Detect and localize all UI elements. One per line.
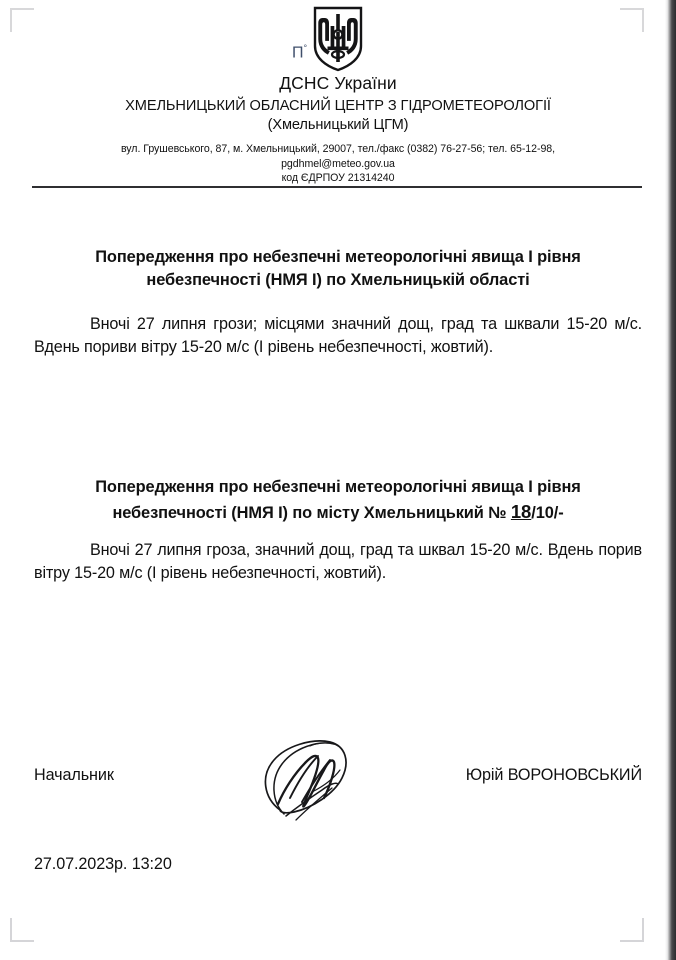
- city-warning-title-line-1: Попередження про небезпечні метеорологічні явища І рівня: [95, 478, 581, 496]
- emblem-side-mark-degree: °: [303, 43, 308, 53]
- document-number-label: №: [488, 503, 511, 522]
- letterhead: [0, 0, 676, 186]
- edrpou-code: код ЄДРПОУ 21314240: [281, 172, 395, 185]
- emblem-area: [0, 0, 676, 72]
- city-warning-title-line-2: [34, 499, 642, 525]
- contact-email: pgdhmel@meteo.gov.ua: [281, 157, 395, 170]
- signature-block: [34, 762, 642, 802]
- document-number-main: 18: [510, 500, 532, 522]
- city-warning-title: [34, 476, 642, 524]
- city-warning-body: Вночі 27 липня гроза, значний дощ, град та шквал 15-20 м/с. Вдень порив вітру 15-20 м/с (І рівень небезпечності, жовтий).: [34, 541, 642, 582]
- header-divider: [32, 186, 642, 188]
- contact-address: вул. Грушевського, 87, м. Хмельницький, 29007, тел./факс (0382) 76-27-56; тел. 65-12-98,: [120, 143, 556, 156]
- signatory-name: Юрій ВОРОНОВСЬКИЙ: [465, 766, 642, 784]
- handwritten-signature-icon: [250, 732, 370, 824]
- crop-mark-bottom-right: [620, 918, 644, 942]
- emblem-side-mark-letter: П: [292, 44, 304, 62]
- emblem-side-mark: [292, 44, 307, 61]
- organization-name: ХМЕЛЬНИЦЬКИЙ ОБЛАСНИЙ ЦЕНТР З ГІДРОМЕТЕОРОЛОГІЇ: [125, 97, 551, 114]
- document-date-time: 27.07.2023р. 13:20: [34, 855, 172, 873]
- ukraine-trident-emblem-icon: [312, 6, 364, 72]
- oblast-warning-title: [34, 246, 642, 291]
- oblast-warning-body: Вночі 27 липня грози; місцями значний дощ, град та шквали 15-20 м/с. Вдень пориви вітру 15-20 м/с (І рівень небезпечності, жовтий).: [34, 315, 642, 356]
- crop-mark-bottom-left: [10, 918, 34, 942]
- signatory-role: Начальник: [34, 766, 114, 784]
- city-warning-title-line-2-text: небезпечності (НМЯ І) по місту Хмельницький: [112, 503, 489, 522]
- oblast-warning-title-line-1: Попередження про небезпечні метеорологічні явища І рівня: [95, 248, 581, 266]
- agency-name: ДСНС України: [279, 73, 397, 93]
- organization-short-name: (Хмельницький ЦГМ): [267, 116, 409, 133]
- document-number: [488, 500, 564, 522]
- document-number-suffix: /10/-: [531, 503, 564, 522]
- oblast-warning-title-line-2: небезпечності (НМЯ І) по Хмельницькій області: [146, 270, 530, 289]
